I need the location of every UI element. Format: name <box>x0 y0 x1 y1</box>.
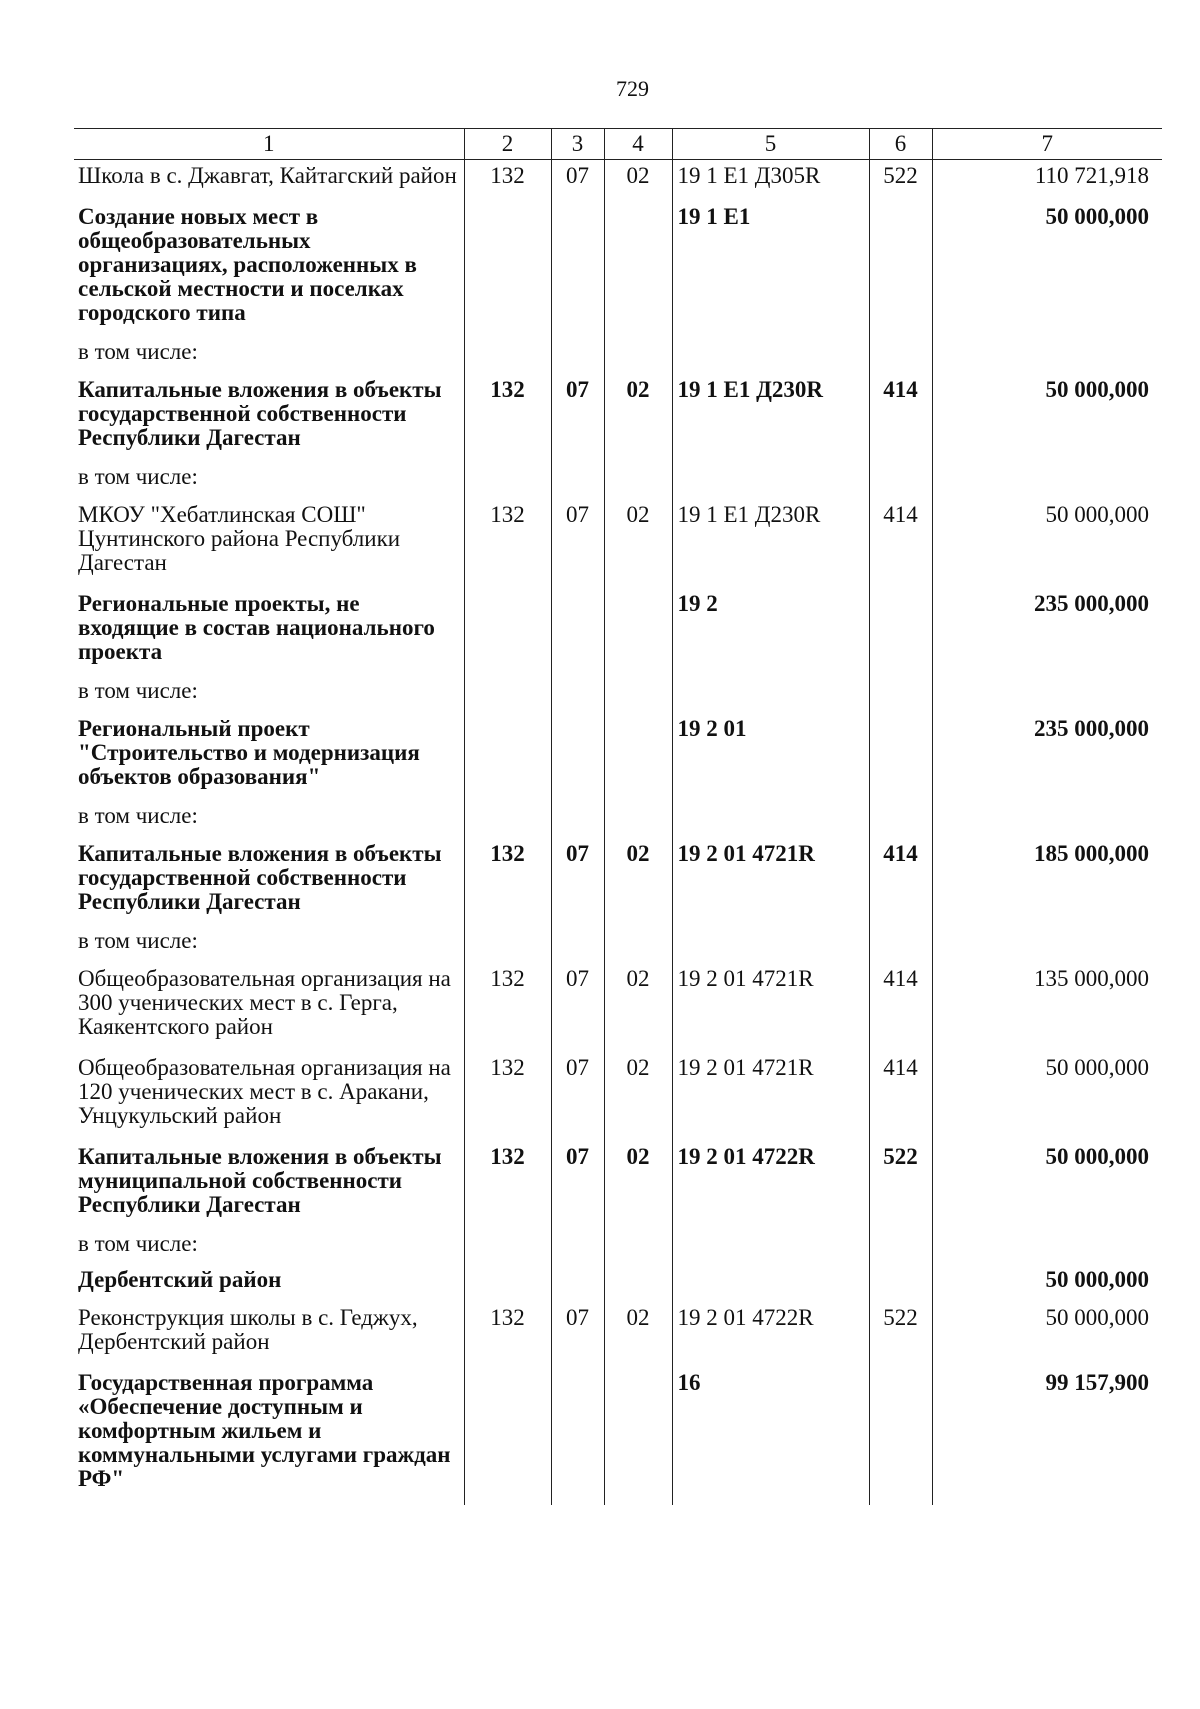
cell-code-5: 19 2 01 4722R <box>672 1302 869 1367</box>
header-cell: 5 <box>672 129 869 160</box>
cell-code-3 <box>551 1230 604 1266</box>
cell-code-3 <box>551 1266 604 1302</box>
cell-code-6 <box>869 1367 932 1505</box>
header-cell: 4 <box>604 129 672 160</box>
cell-code-5 <box>672 802 869 838</box>
cell-code-6: 414 <box>869 963 932 1052</box>
cell-description: Региональные проекты, не входящие в состав национального проекта <box>78 591 435 664</box>
budget-table <box>74 128 1162 1505</box>
cell-code-2 <box>464 677 551 713</box>
cell-amount: 50 000,000 <box>932 1302 1162 1367</box>
cell-code-5 <box>672 677 869 713</box>
cell-amount: 50 000,000 <box>932 1266 1162 1302</box>
cell-code-4: 02 <box>604 1302 672 1367</box>
cell-code-2: 132 <box>464 1052 551 1141</box>
cell-code-3 <box>551 201 604 338</box>
cell-code-4: 02 <box>604 1052 672 1141</box>
cell-code-5: 19 2 01 4721R <box>672 838 869 927</box>
cell-code-3 <box>551 1367 604 1505</box>
cell-code-2: 132 <box>464 160 551 202</box>
cell-code-3: 07 <box>551 374 604 463</box>
cell-code-6 <box>869 201 932 338</box>
table-row <box>74 588 1162 677</box>
cell-description: в том числе: <box>78 928 198 953</box>
cell-code-3 <box>551 338 604 374</box>
table-row <box>74 374 1162 463</box>
cell-code-6: 522 <box>869 1302 932 1367</box>
cell-code-3 <box>551 463 604 499</box>
cell-amount: 185 000,000 <box>932 838 1162 927</box>
cell-description: в том числе: <box>78 464 198 489</box>
cell-description: Капитальные вложения в объекты муниципальной собственности Республики Дагестан <box>78 1144 442 1217</box>
cell-description: Реконструкция школы в с. Геджух, Дербентский район <box>78 1305 418 1354</box>
table-row <box>74 499 1162 588</box>
table-row <box>74 802 1162 838</box>
cell-code-3 <box>551 713 604 802</box>
cell-code-3: 07 <box>551 963 604 1052</box>
cell-amount <box>932 338 1162 374</box>
cell-code-6 <box>869 338 932 374</box>
cell-code-6 <box>869 802 932 838</box>
cell-code-2: 132 <box>464 1141 551 1230</box>
cell-code-4 <box>604 1367 672 1505</box>
cell-code-6 <box>869 588 932 677</box>
table-row <box>74 713 1162 802</box>
table-row <box>74 1052 1162 1141</box>
cell-code-5: 19 2 01 4721R <box>672 1052 869 1141</box>
cell-amount <box>932 677 1162 713</box>
cell-code-4 <box>604 338 672 374</box>
cell-code-2 <box>464 1266 551 1302</box>
cell-code-6: 414 <box>869 499 932 588</box>
cell-code-4 <box>604 927 672 963</box>
cell-code-2: 132 <box>464 374 551 463</box>
cell-amount: 50 000,000 <box>932 1052 1162 1141</box>
cell-code-6 <box>869 927 932 963</box>
cell-code-3 <box>551 588 604 677</box>
cell-code-6 <box>869 713 932 802</box>
cell-code-3: 07 <box>551 499 604 588</box>
cell-code-2 <box>464 1230 551 1266</box>
cell-code-2 <box>464 1367 551 1505</box>
cell-amount: 50 000,000 <box>932 374 1162 463</box>
table-row <box>74 963 1162 1052</box>
cell-code-5: 19 2 01 4722R <box>672 1141 869 1230</box>
table-row <box>74 201 1162 338</box>
cell-code-6: 522 <box>869 160 932 202</box>
table-row <box>74 1302 1162 1367</box>
cell-description: в том числе: <box>78 803 198 828</box>
cell-code-2: 132 <box>464 963 551 1052</box>
cell-code-4: 02 <box>604 160 672 202</box>
cell-amount: 50 000,000 <box>932 1141 1162 1230</box>
cell-code-5 <box>672 1230 869 1266</box>
cell-description: Школа в с. Джавгат, Кайтагский район <box>78 163 457 188</box>
cell-amount <box>932 927 1162 963</box>
cell-description: Капитальные вложения в объекты государственной собственности Республики Дагестан <box>78 377 442 450</box>
table-row <box>74 338 1162 374</box>
cell-code-5 <box>672 927 869 963</box>
cell-code-5 <box>672 338 869 374</box>
cell-amount: 110 721,918 <box>932 160 1162 202</box>
cell-code-5: 19 1 E1 <box>672 201 869 338</box>
cell-code-2 <box>464 713 551 802</box>
cell-code-3 <box>551 802 604 838</box>
table-row <box>74 838 1162 927</box>
cell-code-5 <box>672 463 869 499</box>
header-row <box>74 129 1162 160</box>
cell-code-2 <box>464 927 551 963</box>
cell-code-6 <box>869 1230 932 1266</box>
cell-amount: 50 000,000 <box>932 201 1162 338</box>
table-row <box>74 1141 1162 1230</box>
cell-code-6 <box>869 463 932 499</box>
cell-code-3: 07 <box>551 1052 604 1141</box>
cell-code-4 <box>604 463 672 499</box>
header-cell: 6 <box>869 129 932 160</box>
table-row <box>74 160 1162 202</box>
cell-amount <box>932 802 1162 838</box>
cell-code-4 <box>604 802 672 838</box>
cell-amount: 235 000,000 <box>932 588 1162 677</box>
cell-code-2: 132 <box>464 499 551 588</box>
cell-code-4: 02 <box>604 963 672 1052</box>
cell-description: Региональный проект "Строительство и модернизация объектов образования" <box>78 716 420 789</box>
cell-code-3 <box>551 677 604 713</box>
table-row <box>74 1266 1162 1302</box>
cell-description: Государственная программа «Обеспечение доступным и комфортным жильем и коммунальными услугами граждан РФ" <box>78 1370 451 1491</box>
cell-code-4 <box>604 588 672 677</box>
cell-code-2 <box>464 802 551 838</box>
cell-description: в том числе: <box>78 339 198 364</box>
cell-code-4 <box>604 677 672 713</box>
table-header <box>74 129 1162 160</box>
header-cell: 3 <box>551 129 604 160</box>
cell-description: в том числе: <box>78 1231 198 1256</box>
cell-code-4 <box>604 201 672 338</box>
table-row <box>74 463 1162 499</box>
cell-code-6: 414 <box>869 1052 932 1141</box>
cell-code-4: 02 <box>604 374 672 463</box>
cell-code-2: 132 <box>464 1302 551 1367</box>
cell-code-5: 19 1 E1 Д230R <box>672 499 869 588</box>
cell-code-4: 02 <box>604 1141 672 1230</box>
cell-amount: 235 000,000 <box>932 713 1162 802</box>
cell-description: Общеобразовательная организация на 300 ученических мест в с. Герга, Каякентского район <box>78 966 451 1039</box>
cell-code-5: 19 1 E1 Д305R <box>672 160 869 202</box>
cell-code-3: 07 <box>551 1302 604 1367</box>
cell-description: Общеобразовательная организация на 120 ученических мест в с. Аракани, Унцукульский район <box>78 1055 451 1128</box>
table-body <box>74 160 1162 1506</box>
cell-code-6 <box>869 677 932 713</box>
cell-code-2: 132 <box>464 838 551 927</box>
cell-code-3: 07 <box>551 838 604 927</box>
cell-description: Создание новых мест в общеобразовательных организациях, расположенных в сельской местности и поселках городского типа <box>78 204 417 325</box>
cell-code-2 <box>464 463 551 499</box>
cell-code-5: 19 2 <box>672 588 869 677</box>
cell-description: МКОУ "Хебатлинская СОШ" Цунтинского района Республики Дагестан <box>78 502 401 575</box>
cell-code-4: 02 <box>604 499 672 588</box>
cell-code-2 <box>464 338 551 374</box>
cell-amount: 50 000,000 <box>932 499 1162 588</box>
header-cell: 2 <box>464 129 551 160</box>
cell-code-4 <box>604 1266 672 1302</box>
cell-description: в том числе: <box>78 678 198 703</box>
cell-code-6 <box>869 1266 932 1302</box>
cell-code-4: 02 <box>604 838 672 927</box>
cell-amount <box>932 463 1162 499</box>
cell-code-4 <box>604 713 672 802</box>
cell-code-3: 07 <box>551 160 604 202</box>
cell-amount: 135 000,000 <box>932 963 1162 1052</box>
cell-code-5: 16 <box>672 1367 869 1505</box>
cell-description: Дербентский район <box>78 1267 282 1292</box>
cell-code-6: 414 <box>869 838 932 927</box>
table-row <box>74 927 1162 963</box>
cell-code-5: 19 1 E1 Д230R <box>672 374 869 463</box>
table-row <box>74 1367 1162 1505</box>
cell-code-3 <box>551 927 604 963</box>
cell-code-5 <box>672 1266 869 1302</box>
cell-code-5: 19 2 01 4721R <box>672 963 869 1052</box>
page-number: 729 <box>616 76 649 101</box>
table-row <box>74 677 1162 713</box>
cell-code-2 <box>464 588 551 677</box>
table-row <box>74 1230 1162 1266</box>
cell-code-6: 414 <box>869 374 932 463</box>
header-cell: 1 <box>74 129 464 160</box>
cell-code-2 <box>464 201 551 338</box>
cell-amount: 99 157,900 <box>932 1367 1162 1505</box>
cell-code-4 <box>604 1230 672 1266</box>
cell-code-5: 19 2 01 <box>672 713 869 802</box>
cell-code-6: 522 <box>869 1141 932 1230</box>
cell-amount <box>932 1230 1162 1266</box>
header-cell: 7 <box>932 129 1162 160</box>
cell-code-3: 07 <box>551 1141 604 1230</box>
cell-description: Капитальные вложения в объекты государственной собственности Республики Дагестан <box>78 841 442 914</box>
